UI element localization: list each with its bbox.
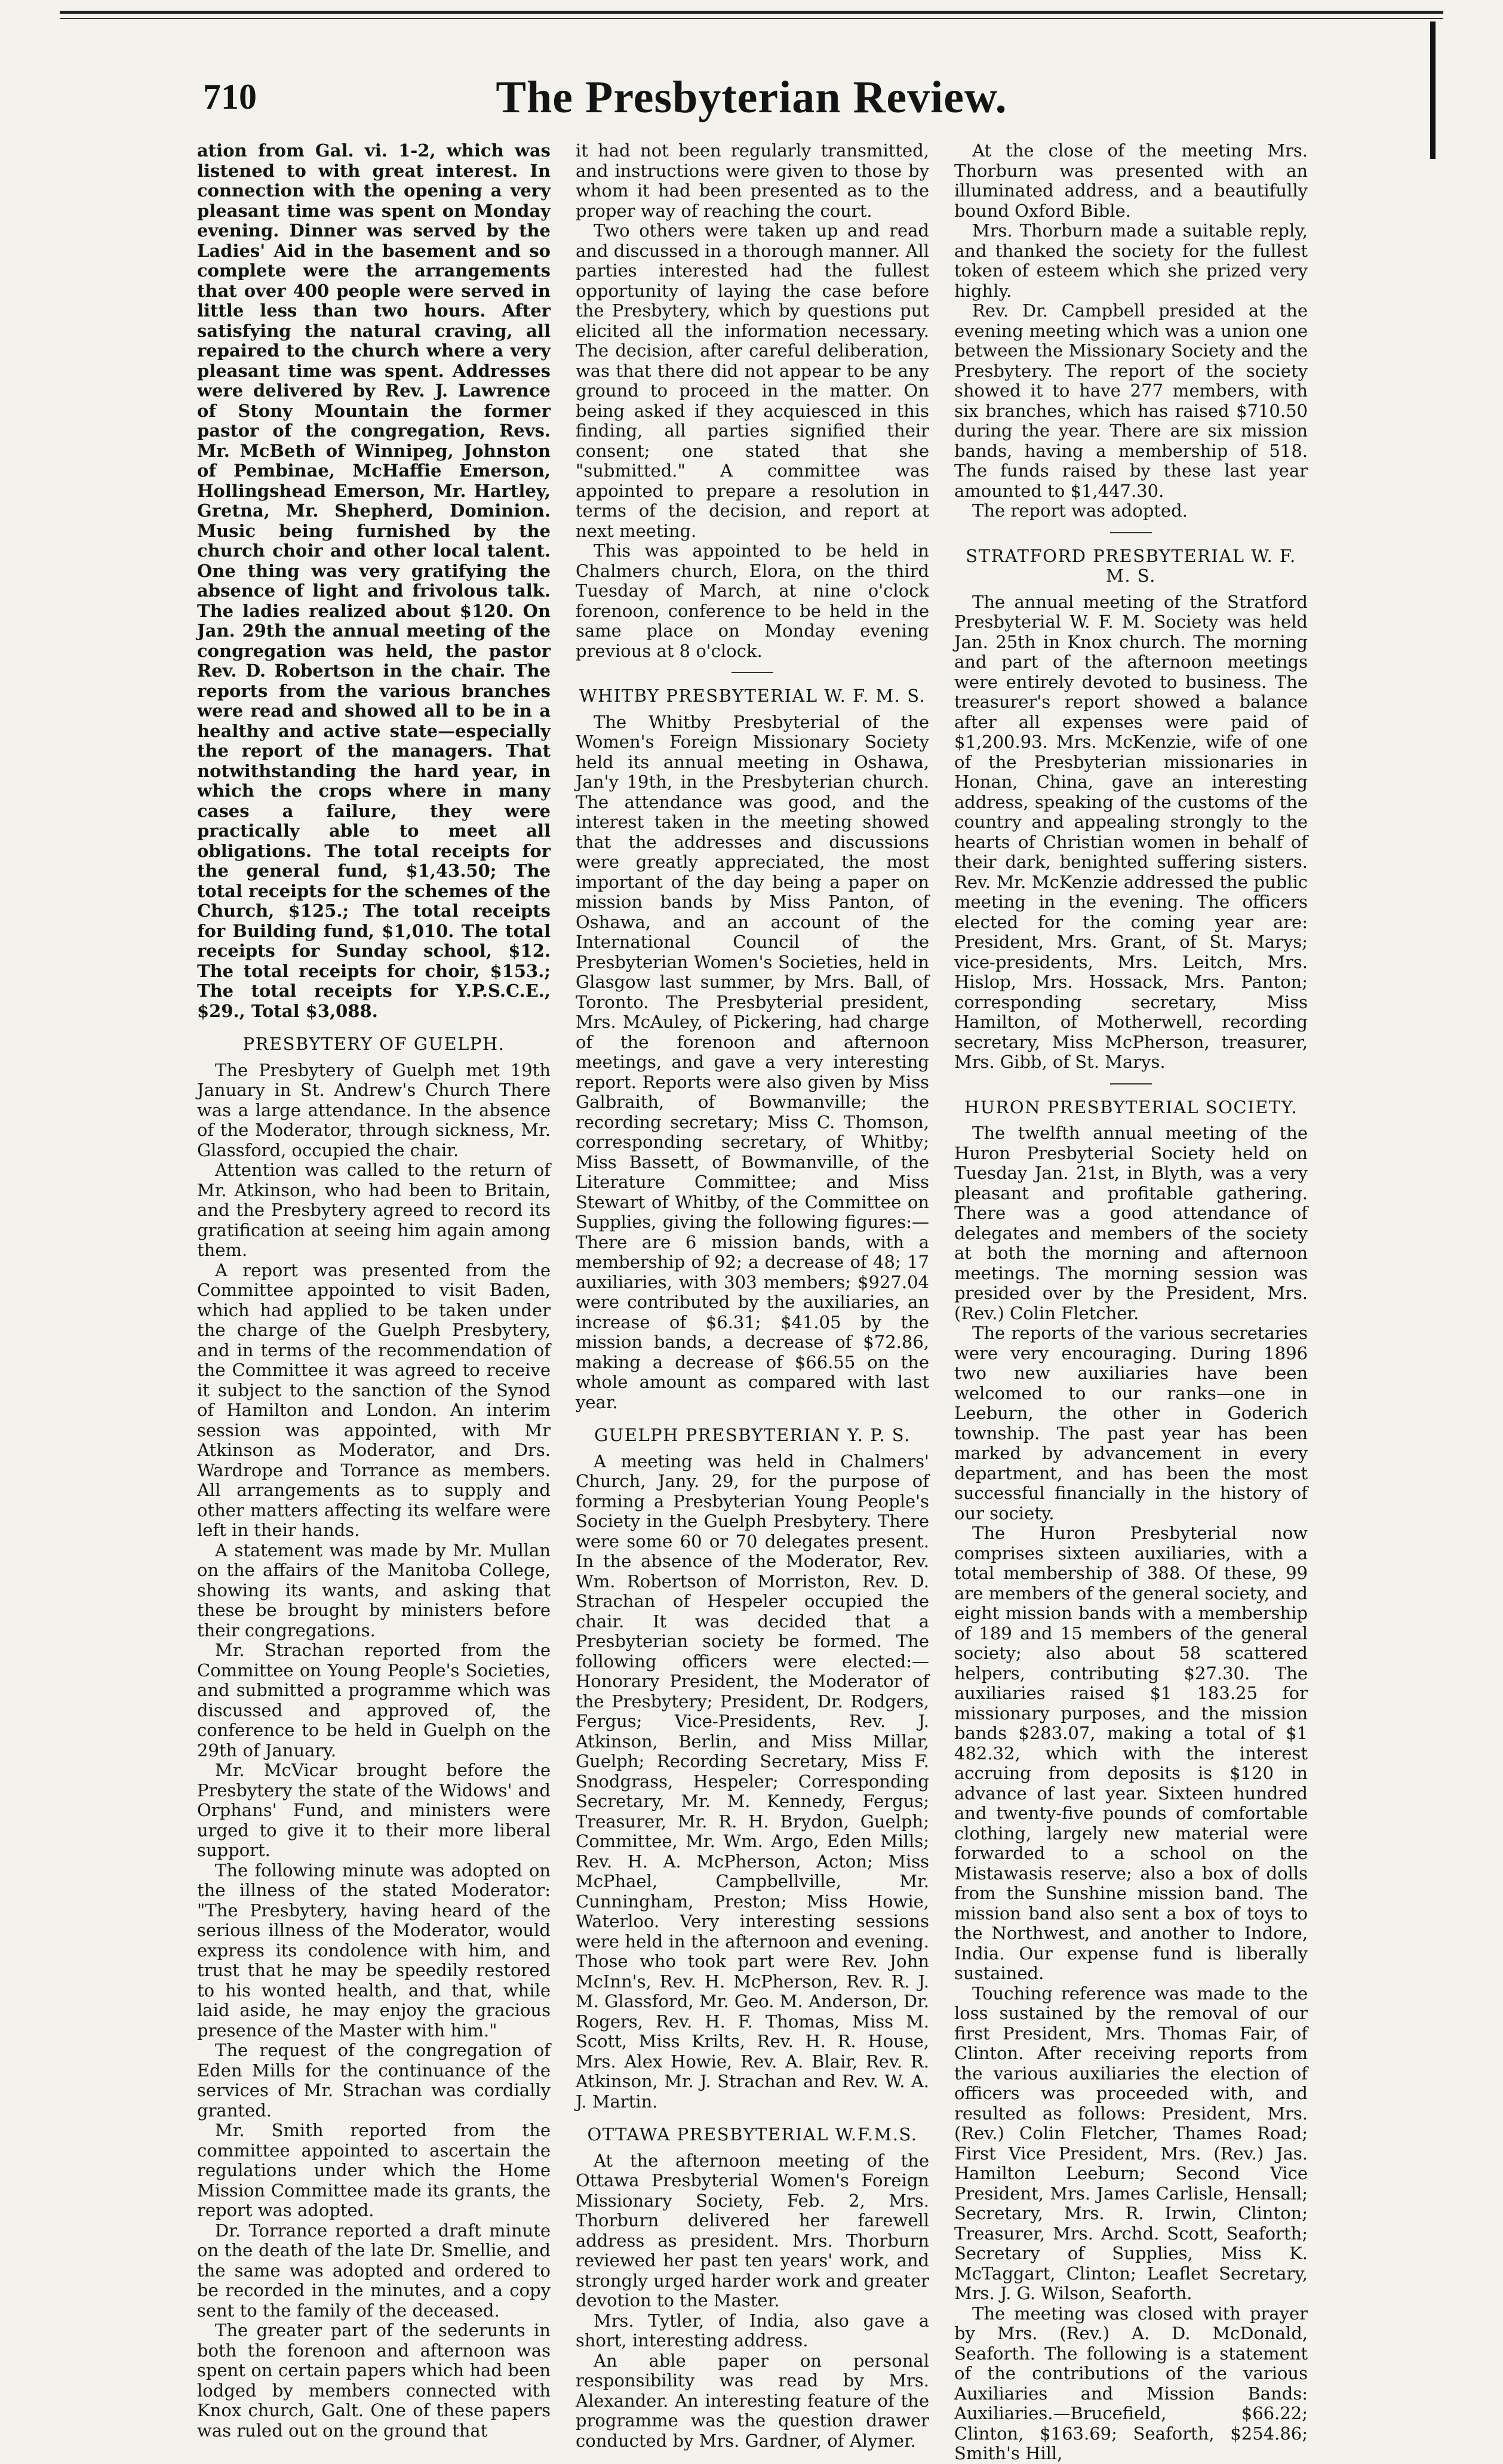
paragraph: The reports of the various secretaries were very encouraging. During 1896 two new auxiliaries have been welcomed to our ranks—one in Leeburn, the other in Goderich township. The past year has been marked by advancement in every department, and has been the most successful financially in the history of our society. xyxy=(954,1323,1308,1523)
column-1 xyxy=(197,140,551,2441)
paragraph: At the afternoon meeting of the Ottawa Presbyterial Women's Foreign Missionary Society, Feb. 2, Mrs. Thorburn delivered her farewell address as president. Mrs. Thorburn reviewed her past ten years' work, and strongly urged harder work and greater devotion to the Master. xyxy=(576,2150,929,2311)
page-number: 710 xyxy=(203,77,257,116)
section-divider xyxy=(731,672,773,673)
paragraph: The Whitby Presbyterial of the Women's Foreign Missionary Society held its annual meeting in Oshawa, Jan'y 19th, in the Presbyterian church. The attendance was good, and the interest taken in the meeting showed that the addresses and discussions were greatly appreciated, the most important of the day being a paper on mission bands by Miss Panton, of Oshawa, and an account of the International Council of the Presbyterian Women's Societies, held in Glasgow last summer, by Mrs. Ball, of Toronto. The Presbyterial president, Mrs. McAuley, of Pickering, had charge of the forenoon and afternoon meetings, and gave a very interesting report. Reports were also given by Miss Galbraith, of Bowmanville; the recording secretary; Miss C. Thomson, corresponding secretary, of Whitby; Miss Bassett, of Bowmanville, of the Literature Committee; and Miss Stewart of Whitby, of the Committee on Supplies, giving the following figures:—There are 6 mission bands, with a membership of 92; a decrease of 48; 17 auxiliaries, with 303 members; $927.04 were contributed by the auxiliaries, an increase of $6.31; $41.05 by the mission bands, a decrease of $72.86, making a decrease of $66.55 on the whole amount as compared with last year. xyxy=(576,711,929,1412)
section-title: WHITBY PRESBYTERIAL W. F. M. S. xyxy=(579,686,926,706)
top-rule-thin xyxy=(60,18,1443,19)
paragraph: Mrs. Tytler, of India, also gave a short, interesting address. xyxy=(576,2310,929,2351)
paragraph: The request of the congregation of Eden Mills for the continuance of the services of Mr. Strachan was cordially granted. xyxy=(197,2040,551,2121)
column-3 xyxy=(954,140,1308,2463)
paragraph: A statement was made by Mr. Mullan on the affairs of the Manitoba College, showing its wants, and asking that these be brought by ministers before their congregations. xyxy=(197,1540,551,1640)
paragraph: The twelfth annual meeting of the Huron Presbyterial Society held on Tuesday Jan. 21st, in Blyth, was a very pleasant and profitable gathering. There was a good attendance of delegates and members of the society at both the morning and afternoon meetings. The morning session was presided over by the President, Mrs. (Rev.) Colin Fletcher. xyxy=(954,1123,1308,1323)
paragraph: Attention was called to the return of Mr. Atkinson, who had been to Britain, and the Presbytery agreed to record its gratification at seeing him again among them. xyxy=(197,1160,551,1260)
journal-title: The Presbyterian Review. xyxy=(496,72,1007,122)
paragraph: The report was adopted. xyxy=(972,500,1188,521)
paragraph: Mr. Smith reported from the committee appointed to ascertain the regulations under which the Home Mission Committee made its grants, the report was adopted. xyxy=(197,2120,551,2220)
section-title: GUELPH PRESBYTERIAN Y. P. S. xyxy=(594,1425,911,1445)
paragraph: At the close of the meeting Mrs. Thorburn was presented with an illuminated address, and a beautifully bound Oxford Bible. xyxy=(954,140,1308,221)
paragraph: The Huron Presbyterial now comprises sixteen auxiliaries, with a total membership of 388. Of these, 99 are members of the general society, and eight mission bands with a membership of 189 and 15 members of the general society; also about 58 scattered helpers, contributing $27.30. The auxiliaries raised $1 183.25 for missionary purposes, and the mission bands $283.07, making a total of $1 482.32, which with the interest accruing from deposits is $120 in advance of last year. Sixteen hundred and twenty-five pounds of comfortable clothing, largely new material were forwarded to a school on the Mistawasis reserve; also a box of dolls from the Sunshine mission band. The mission band also sent a box of toys to the Northwest, and another to Indore, India. Our expense fund is liberally sustained. xyxy=(954,1523,1308,1983)
article-columns xyxy=(197,140,1308,2463)
paragraph: Mrs. Thorburn made a suitable reply, and thanked the society for the fullest token of esteem which she prized very highly. xyxy=(954,220,1308,301)
column-2 xyxy=(576,140,929,2451)
section-title: OTTAWA PRESBYTERIAL W.F.M.S. xyxy=(587,2124,918,2145)
paragraph: The annual meeting of the Stratford Presbyterial W. F. M. Society was held Jan. 25th in Knox church. The morning and part of the afternoon meetings were entirely devoted to business. The treasurer's report showed a balance after all expenses were paid of $1,200.93. Mrs. McKenzie, wife of one of the Presbyterian missionaries in Honan, China, gave an interesting address, speaking of the customs of the country and appealing strongly to the hearts of Christian women in behalf of their dark, benighted suffering sisters. Rev. Mr. McKenzie addressed the public meeting in the evening. The officers elected for the coming year are: President, Mrs. Grant, of St. Marys; vice-presidents, Mrs. Leitch, Mrs. Hislop, Mrs. Hossack, Mrs. Panton; corresponding secretary, Miss Hamilton, of Motherwell, recording secretary, Miss McPherson, treasurer, Mrs. Gibb, of St. Marys. xyxy=(954,591,1308,1072)
paragraph: Two others were taken up and read and discussed in a thorough manner. All parties interested had the fullest opportunity of laying the case before the Presbytery, which by questions put elicited all the information necessary. The decision, after careful deliberation, was that there did not appear to be any ground to proceed in the matter. On being asked if they acquiesced in this finding, all parties signified their consent; one stated that she "submitted." A committee was appointed to prepare a resolution in terms of the decision, and report at next meeting. xyxy=(576,220,929,541)
paragraph: The meeting was closed with prayer by Mrs. (Rev.) A. D. McDonald, Seaforth. The following is a statement of the contributions of the various Auxiliaries and Mission Bands: Auxiliaries.—Brucefield, $66.22; Clinton, $163.69; Seaforth, $254.86; Smith's Hill, xyxy=(954,2303,1308,2463)
paragraph: The Presbytery of Guelph met 19th January in St. Andrew's Church There was a large attendance. In the absence of the Moderator, through sickness, Mr. Glassford, occupied the chair. xyxy=(197,1059,551,1160)
paragraph: A report was presented from the Committee appointed to visit Baden, which had applied to be taken under the charge of the Guelph Presbytery, and in terms of the recommendation of the Committee it was agreed to receive it subject to the sanction of the Synod of Hamilton and London. An interim session was appointed, with Mr Atkinson as Moderator, and Drs. Wardrope and Torrance as members. All arrangements as to supply and other matters affecting its welfare were left in their hands. xyxy=(197,1259,551,1540)
section-divider xyxy=(1110,532,1152,533)
paragraph: The following minute was adopted on the illness of the stated Moderator: "The Presbytery, having heard of the serious illness of the Moderator, would express its condolence with him, and trust that he may be speedily restored to his wonted health, and that, while laid aside, he may enjoy the gracious presence of the Master with him." xyxy=(197,1860,551,2041)
paragraph: A meeting was held in Chalmers' Church, Jany. 29, for the purpose of forming a Presbyterian Young People's Society in the Guelph Presbytery. There were some 60 or 70 delegates present. In the absence of the Moderator, Rev. Wm. Robertson of Morriston, Rev. D. Strachan of Hespeler occupied the chair. It was decided that a Presbyterian society be formed. The following officers were elected:—Honorary President, the Moderator of the Presbytery; President, Dr. Rodgers, Fergus; Vice-Presidents, Rev. J. Atkinson, Berlin, and Miss Millar, Guelph; Recording Secretary, Miss F. Snodgrass, Hespeler; Corresponding Secretary, Mr. M. Kennedy, Fergus; Treasurer, Mr. R. H. Brydon, Guelph; Committee, Mr. Wm. Argo, Eden Mills; Rev. H. A. McPherson, Acton; Miss McPhael, Campbellville, Mr. Cunningham, Preston; Miss Howie, Waterloo. Very interesting sessions were held in the afternoon and evening. Those who took part were Rev. John McInn's, Rev. H. McPherson, Rev. R. J. M. Glassford, Mr. Geo. M. Anderson, Dr. Rogers, Rev. H. F. Thomas, Miss M. Scott, Miss Krilts, Rev. H. R. House, Mrs. Alex Howie, Rev. A. Blair, Rev. R. Atkinson, Mr. J. Strachan and Rev. W. A. J. Martin. xyxy=(576,1451,929,2112)
paragraph: Mr. McVicar brought before the Presbytery the state of the Widows' and Orphans' Fund, and ministers were urged to give it to their more liberal support. xyxy=(197,1760,551,1860)
section-divider xyxy=(1110,1083,1152,1084)
paragraph: Rev. Dr. Campbell presided at the evening meeting which was a union one between the Missionary Society and the Presbytery. The report of the society showed it to have 277 members, with six branches, which has raised $710.50 during the year. There are six mission bands, having a membership of 518. The funds raised by these last year amounted to $1,447.30. xyxy=(954,300,1308,501)
paragraph: Touching reference was made to the loss sustained by the removal of our first President, Mrs. Thomas Fair, of Clinton. After receiving reports from the various auxiliaries the election of officers was proceeded with, and resulted as follows: President, Mrs. (Rev.) Colin Fletcher, Thames Road; First Vice President, Mrs. (Rev.) Jas. Hamilton Leeburn; Second Vice President, Mrs. James Carlisle, Hensall; Secretary, Mrs. R. Irwin, Clinton; Treasurer, Mrs. Archd. Scott, Seaforth; Secretary of Supplies, Miss K. McTaggart, Clinton; Leaflet Secretary, Mrs. J. G. Wilson, Seaforth. xyxy=(954,1983,1308,2303)
section-title: STRATFORD PRESBYTERIAL W. F. M. S. xyxy=(966,545,1296,586)
section-title: PRESBYTERY OF GUELPH. xyxy=(242,1034,505,1054)
paragraph: Dr. Torrance reported a draft minute on the death of the late Dr. Smellie, and the same was adopted and ordered to be recorded in the minutes, and a copy sent to the family of the deceased. xyxy=(197,2220,551,2321)
paragraph: An able paper on personal responsibility was read by Mrs. Alexander. An interesting feature of the programme was the question drawer conducted by Mrs. Gardner, of Alymer. xyxy=(576,2350,929,2451)
top-rule xyxy=(60,11,1443,14)
paragraph: ation from Gal. vi. 1-2, which was listened to with great interest. In connection with the opening a very pleasant time was spent on Monday evening. Dinner was served by the Ladies' Aid in the basement and so complete were the arrangements that over 400 people were served in little less than two hours. After satisfying the natural craving, all repaired to the church where a very pleasant time was spent. Addresses were delivered by Rev. J. Lawrence of Stony Mountain the former pastor of the congregation, Revs. Mr. McBeth of Winnipeg, Johnston of Pembinae, McHaffie Emerson, Hollingshead Emerson, Mr. Hartley, Gretna, Mr. Shepherd, Dominion. Music being furnished by the church choir and other local talent. One thing was very gratifying the absence of light and frivolous talk. The ladies realized about $120. On Jan. 29th the annual meeting of the congregation was held, the pastor Rev. D. Robertson in the chair. The reports from the various branches were read and showed all to be in a healthy and active state—especially the report of the managers. That notwithstanding the hard year, in which the crops where in many cases a failure, they were practically able to meet all obligations. The total receipts for the general fund, $1,43.50; The total receipts for the schemes of the Church, $125.; The total receipts for Building fund, $1,010. The total receipts for Sunday school, $12. The total receipts for choir, $153.; The total receipts for Y.P.S.C.E., $29., Total $3,088. xyxy=(197,140,551,1021)
paragraph: Mr. Strachan reported from the Committee on Young People's Societies, and submitted a programme which was discussed and approved of, the conference to be held in Guelph on the 29th of January. xyxy=(197,1640,551,1761)
paragraph: The greater part of the sederunts in both the forenoon and afternoon was spent on certain papers which had been lodged by members connected with Knox church, Galt. One of these papers was ruled out on the ground that xyxy=(197,2320,551,2441)
section-title: HURON PRESBYTERIAL SOCIETY. xyxy=(964,1096,1298,1117)
paragraph: it had not been regularly transmitted, and instructions were given to those by whom it had been presented as to the proper way of reaching the court. xyxy=(576,140,929,221)
paragraph: This was appointed to be held in Chalmers church, Elora, on the third Tuesday of March, at nine o'clock forenoon, conference to be held in the same place on Monday evening previous at 8 o'clock. xyxy=(576,540,929,661)
